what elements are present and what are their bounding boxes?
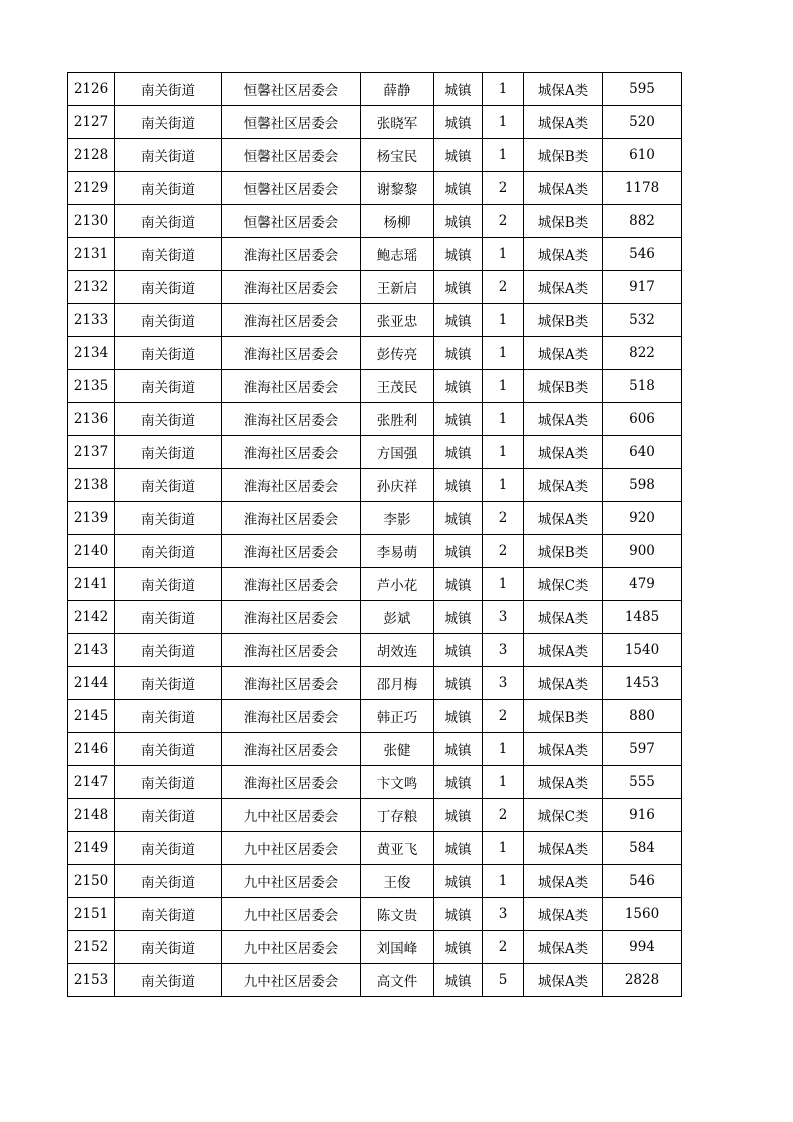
area-type-cell: 城镇	[434, 139, 483, 172]
household-count-cell: 1	[483, 370, 524, 403]
table-row	[68, 271, 682, 304]
person-name-cell: 丁存粮	[361, 799, 434, 832]
insurance-category-cell: 城保A类	[524, 502, 603, 535]
street-cell: 南关街道	[115, 403, 222, 436]
amount-cell: 880	[603, 700, 682, 733]
insurance-category-cell: 城保C类	[524, 799, 603, 832]
amount-cell: 595	[603, 73, 682, 106]
person-name-cell: 彭传亮	[361, 337, 434, 370]
amount-cell: 1560	[603, 898, 682, 931]
street-cell: 南关街道	[115, 304, 222, 337]
area-type-cell: 城镇	[434, 469, 483, 502]
table-row	[68, 106, 682, 139]
table-row	[68, 337, 682, 370]
community-cell: 淮海社区居委会	[222, 766, 361, 799]
community-cell: 恒馨社区居委会	[222, 139, 361, 172]
area-type-cell: 城镇	[434, 73, 483, 106]
row-number-cell: 2145	[68, 700, 115, 733]
insurance-category-cell: 城保A类	[524, 766, 603, 799]
person-name-cell: 谢黎黎	[361, 172, 434, 205]
street-cell: 南关街道	[115, 832, 222, 865]
insurance-category-cell: 城保A类	[524, 898, 603, 931]
street-cell: 南关街道	[115, 766, 222, 799]
row-number-cell: 2153	[68, 964, 115, 997]
street-cell: 南关街道	[115, 469, 222, 502]
table-row	[68, 568, 682, 601]
row-number-cell: 2151	[68, 898, 115, 931]
community-cell: 九中社区居委会	[222, 964, 361, 997]
insurance-category-cell: 城保A类	[524, 271, 603, 304]
row-number-cell: 2136	[68, 403, 115, 436]
street-cell: 南关街道	[115, 733, 222, 766]
community-cell: 淮海社区居委会	[222, 700, 361, 733]
table-row	[68, 601, 682, 634]
amount-cell: 916	[603, 799, 682, 832]
person-name-cell: 邵月梅	[361, 667, 434, 700]
insurance-category-cell: 城保A类	[524, 733, 603, 766]
row-number-cell: 2146	[68, 733, 115, 766]
row-number-cell: 2142	[68, 601, 115, 634]
community-cell: 淮海社区居委会	[222, 667, 361, 700]
household-count-cell: 2	[483, 700, 524, 733]
community-cell: 九中社区居委会	[222, 898, 361, 931]
community-cell: 淮海社区居委会	[222, 403, 361, 436]
amount-cell: 546	[603, 865, 682, 898]
row-number-cell: 2135	[68, 370, 115, 403]
street-cell: 南关街道	[115, 139, 222, 172]
amount-cell: 640	[603, 436, 682, 469]
area-type-cell: 城镇	[434, 271, 483, 304]
amount-cell: 598	[603, 469, 682, 502]
person-name-cell: 陈文贵	[361, 898, 434, 931]
household-count-cell: 2	[483, 172, 524, 205]
row-number-cell: 2140	[68, 535, 115, 568]
insurance-category-cell: 城保A类	[524, 634, 603, 667]
person-name-cell: 鲍志瑶	[361, 238, 434, 271]
household-count-cell: 3	[483, 634, 524, 667]
area-type-cell: 城镇	[434, 436, 483, 469]
row-number-cell: 2148	[68, 799, 115, 832]
amount-cell: 900	[603, 535, 682, 568]
person-name-cell: 刘国峰	[361, 931, 434, 964]
row-number-cell: 2128	[68, 139, 115, 172]
household-count-cell: 2	[483, 799, 524, 832]
insurance-category-cell: 城保A类	[524, 667, 603, 700]
table-row	[68, 865, 682, 898]
table-row	[68, 205, 682, 238]
table-row	[68, 535, 682, 568]
area-type-cell: 城镇	[434, 568, 483, 601]
table-row	[68, 733, 682, 766]
area-type-cell: 城镇	[434, 832, 483, 865]
row-number-cell: 2131	[68, 238, 115, 271]
household-count-cell: 1	[483, 106, 524, 139]
amount-cell: 1178	[603, 172, 682, 205]
household-count-cell: 2	[483, 205, 524, 238]
person-name-cell: 芦小花	[361, 568, 434, 601]
row-number-cell: 2133	[68, 304, 115, 337]
insurance-category-cell: 城保A类	[524, 964, 603, 997]
street-cell: 南关街道	[115, 238, 222, 271]
area-type-cell: 城镇	[434, 205, 483, 238]
street-cell: 南关街道	[115, 502, 222, 535]
row-number-cell: 2147	[68, 766, 115, 799]
community-cell: 恒馨社区居委会	[222, 205, 361, 238]
table-row	[68, 700, 682, 733]
table-row	[68, 964, 682, 997]
street-cell: 南关街道	[115, 337, 222, 370]
household-count-cell: 1	[483, 832, 524, 865]
insurance-category-cell: 城保A类	[524, 106, 603, 139]
community-cell: 淮海社区居委会	[222, 436, 361, 469]
amount-cell: 518	[603, 370, 682, 403]
row-number-cell: 2138	[68, 469, 115, 502]
community-cell: 恒馨社区居委会	[222, 106, 361, 139]
row-number-cell: 2144	[68, 667, 115, 700]
person-name-cell: 杨宝民	[361, 139, 434, 172]
insurance-category-cell: 城保B类	[524, 304, 603, 337]
household-count-cell: 5	[483, 964, 524, 997]
street-cell: 南关街道	[115, 700, 222, 733]
insurance-category-cell: 城保A类	[524, 238, 603, 271]
person-name-cell: 张晓军	[361, 106, 434, 139]
person-name-cell: 方国强	[361, 436, 434, 469]
table-row	[68, 172, 682, 205]
person-name-cell: 张胜利	[361, 403, 434, 436]
community-cell: 九中社区居委会	[222, 931, 361, 964]
area-type-cell: 城镇	[434, 403, 483, 436]
amount-cell: 555	[603, 766, 682, 799]
person-name-cell: 黄亚飞	[361, 832, 434, 865]
person-name-cell: 孙庆祥	[361, 469, 434, 502]
household-count-cell: 1	[483, 766, 524, 799]
amount-cell: 520	[603, 106, 682, 139]
household-count-cell: 2	[483, 931, 524, 964]
household-count-cell: 3	[483, 667, 524, 700]
area-type-cell: 城镇	[434, 799, 483, 832]
person-name-cell: 韩正巧	[361, 700, 434, 733]
area-type-cell: 城镇	[434, 931, 483, 964]
insurance-category-cell: 城保B类	[524, 205, 603, 238]
amount-cell: 597	[603, 733, 682, 766]
person-name-cell: 薛静	[361, 73, 434, 106]
street-cell: 南关街道	[115, 865, 222, 898]
person-name-cell: 王茂民	[361, 370, 434, 403]
street-cell: 南关街道	[115, 799, 222, 832]
household-count-cell: 3	[483, 898, 524, 931]
amount-cell: 610	[603, 139, 682, 172]
insurance-category-cell: 城保A类	[524, 931, 603, 964]
person-name-cell: 王俊	[361, 865, 434, 898]
row-number-cell: 2129	[68, 172, 115, 205]
amount-cell: 1540	[603, 634, 682, 667]
community-cell: 淮海社区居委会	[222, 304, 361, 337]
area-type-cell: 城镇	[434, 304, 483, 337]
insurance-category-cell: 城保B类	[524, 700, 603, 733]
community-cell: 淮海社区居委会	[222, 271, 361, 304]
person-name-cell: 张健	[361, 733, 434, 766]
row-number-cell: 2126	[68, 73, 115, 106]
amount-cell: 546	[603, 238, 682, 271]
person-name-cell: 张亚忠	[361, 304, 434, 337]
row-number-cell: 2130	[68, 205, 115, 238]
community-cell: 淮海社区居委会	[222, 469, 361, 502]
household-count-cell: 2	[483, 502, 524, 535]
amount-cell: 606	[603, 403, 682, 436]
area-type-cell: 城镇	[434, 502, 483, 535]
street-cell: 南关街道	[115, 370, 222, 403]
insurance-category-cell: 城保A类	[524, 403, 603, 436]
table-row	[68, 667, 682, 700]
household-count-cell: 1	[483, 436, 524, 469]
amount-cell: 532	[603, 304, 682, 337]
table-row	[68, 502, 682, 535]
table-row	[68, 766, 682, 799]
table-row	[68, 799, 682, 832]
table-row	[68, 469, 682, 502]
roster-table-body	[68, 73, 682, 997]
community-cell: 淮海社区居委会	[222, 568, 361, 601]
area-type-cell: 城镇	[434, 535, 483, 568]
community-cell: 淮海社区居委会	[222, 733, 361, 766]
insurance-category-cell: 城保A类	[524, 337, 603, 370]
table-row	[68, 304, 682, 337]
community-cell: 九中社区居委会	[222, 799, 361, 832]
community-cell: 九中社区居委会	[222, 865, 361, 898]
insurance-category-cell: 城保B类	[524, 139, 603, 172]
insurance-category-cell: 城保A类	[524, 601, 603, 634]
area-type-cell: 城镇	[434, 898, 483, 931]
row-number-cell: 2150	[68, 865, 115, 898]
table-row	[68, 832, 682, 865]
street-cell: 南关街道	[115, 568, 222, 601]
area-type-cell: 城镇	[434, 766, 483, 799]
table-row	[68, 370, 682, 403]
household-count-cell: 1	[483, 403, 524, 436]
street-cell: 南关街道	[115, 106, 222, 139]
insurance-category-cell: 城保B类	[524, 535, 603, 568]
insurance-category-cell: 城保A类	[524, 865, 603, 898]
amount-cell: 1453	[603, 667, 682, 700]
area-type-cell: 城镇	[434, 700, 483, 733]
household-count-cell: 1	[483, 238, 524, 271]
household-count-cell: 1	[483, 304, 524, 337]
roster-table	[67, 72, 682, 997]
row-number-cell: 2132	[68, 271, 115, 304]
table-row	[68, 931, 682, 964]
community-cell: 淮海社区居委会	[222, 634, 361, 667]
insurance-category-cell: 城保B类	[524, 370, 603, 403]
insurance-category-cell: 城保A类	[524, 73, 603, 106]
household-count-cell: 1	[483, 469, 524, 502]
amount-cell: 917	[603, 271, 682, 304]
row-number-cell: 2134	[68, 337, 115, 370]
person-name-cell: 李易萌	[361, 535, 434, 568]
community-cell: 淮海社区居委会	[222, 370, 361, 403]
area-type-cell: 城镇	[434, 667, 483, 700]
household-count-cell: 1	[483, 733, 524, 766]
row-number-cell: 2143	[68, 634, 115, 667]
household-count-cell: 1	[483, 139, 524, 172]
street-cell: 南关街道	[115, 205, 222, 238]
table-row	[68, 238, 682, 271]
area-type-cell: 城镇	[434, 172, 483, 205]
street-cell: 南关街道	[115, 964, 222, 997]
household-count-cell: 1	[483, 568, 524, 601]
household-count-cell: 2	[483, 271, 524, 304]
table-row	[68, 139, 682, 172]
person-name-cell: 高文件	[361, 964, 434, 997]
insurance-category-cell: 城保A类	[524, 172, 603, 205]
area-type-cell: 城镇	[434, 337, 483, 370]
area-type-cell: 城镇	[434, 370, 483, 403]
community-cell: 淮海社区居委会	[222, 502, 361, 535]
person-name-cell: 卞文鸣	[361, 766, 434, 799]
table-row	[68, 634, 682, 667]
area-type-cell: 城镇	[434, 865, 483, 898]
row-number-cell: 2139	[68, 502, 115, 535]
row-number-cell: 2127	[68, 106, 115, 139]
row-number-cell: 2137	[68, 436, 115, 469]
amount-cell: 479	[603, 568, 682, 601]
street-cell: 南关街道	[115, 601, 222, 634]
household-count-cell: 3	[483, 601, 524, 634]
table-row	[68, 73, 682, 106]
area-type-cell: 城镇	[434, 238, 483, 271]
row-number-cell: 2149	[68, 832, 115, 865]
street-cell: 南关街道	[115, 898, 222, 931]
community-cell: 淮海社区居委会	[222, 601, 361, 634]
insurance-category-cell: 城保A类	[524, 832, 603, 865]
table-row	[68, 403, 682, 436]
amount-cell: 584	[603, 832, 682, 865]
insurance-category-cell: 城保A类	[524, 469, 603, 502]
area-type-cell: 城镇	[434, 601, 483, 634]
area-type-cell: 城镇	[434, 634, 483, 667]
street-cell: 南关街道	[115, 667, 222, 700]
community-cell: 九中社区居委会	[222, 832, 361, 865]
community-cell: 恒馨社区居委会	[222, 73, 361, 106]
street-cell: 南关街道	[115, 73, 222, 106]
table-row	[68, 898, 682, 931]
amount-cell: 1485	[603, 601, 682, 634]
community-cell: 淮海社区居委会	[222, 535, 361, 568]
street-cell: 南关街道	[115, 436, 222, 469]
household-count-cell: 1	[483, 73, 524, 106]
person-name-cell: 李影	[361, 502, 434, 535]
area-type-cell: 城镇	[434, 733, 483, 766]
street-cell: 南关街道	[115, 172, 222, 205]
community-cell: 淮海社区居委会	[222, 337, 361, 370]
row-number-cell: 2152	[68, 931, 115, 964]
insurance-category-cell: 城保C类	[524, 568, 603, 601]
person-name-cell: 王新启	[361, 271, 434, 304]
street-cell: 南关街道	[115, 271, 222, 304]
household-count-cell: 1	[483, 865, 524, 898]
person-name-cell: 彭斌	[361, 601, 434, 634]
insurance-category-cell: 城保A类	[524, 436, 603, 469]
street-cell: 南关街道	[115, 634, 222, 667]
area-type-cell: 城镇	[434, 964, 483, 997]
person-name-cell: 杨柳	[361, 205, 434, 238]
amount-cell: 882	[603, 205, 682, 238]
street-cell: 南关街道	[115, 535, 222, 568]
amount-cell: 2828	[603, 964, 682, 997]
row-number-cell: 2141	[68, 568, 115, 601]
street-cell: 南关街道	[115, 931, 222, 964]
household-count-cell: 1	[483, 337, 524, 370]
table-row	[68, 436, 682, 469]
community-cell: 恒馨社区居委会	[222, 172, 361, 205]
household-count-cell: 2	[483, 535, 524, 568]
amount-cell: 994	[603, 931, 682, 964]
amount-cell: 920	[603, 502, 682, 535]
person-name-cell: 胡效连	[361, 634, 434, 667]
area-type-cell: 城镇	[434, 106, 483, 139]
community-cell: 淮海社区居委会	[222, 238, 361, 271]
amount-cell: 822	[603, 337, 682, 370]
